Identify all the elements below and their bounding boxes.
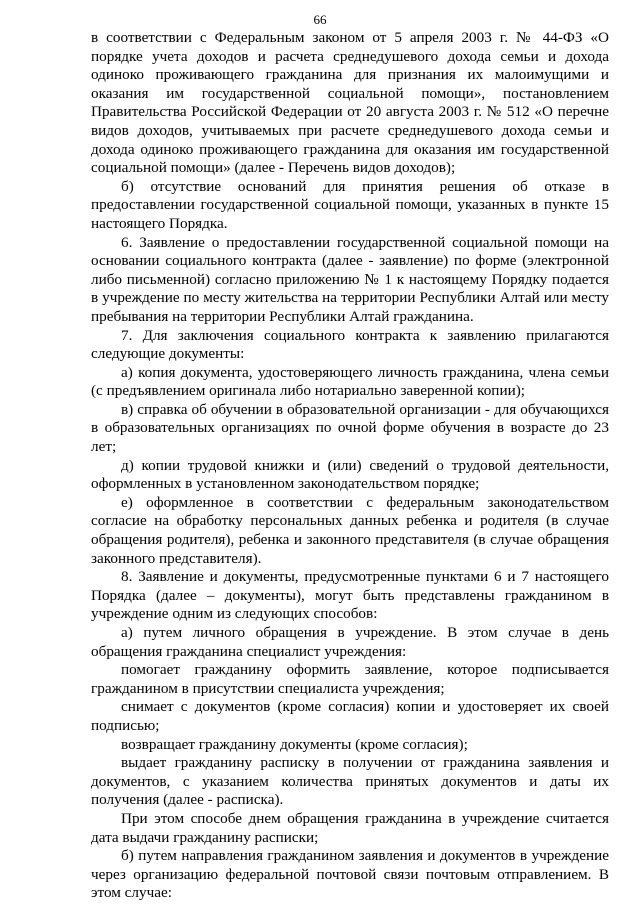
paragraph-makes-copies: снимает с документов (кроме согласия) копии и удостоверяет их своей подписью; [91,698,609,734]
paragraph-clause-8-submission: 8. Заявление и документы, предусмотренные пунктами 6 и 7 настоящего Порядка (далее – документы), могут быть представлены гражданином в учреждение одним из следующих способов: [91,568,609,623]
paragraph-helps-fill-application: помогает гражданину оформить заявление, которое подписывается гражданином в присутствии специалиста учреждения; [91,661,609,697]
paragraph-returns-documents: возвращает гражданину документы (кроме согласия); [121,735,468,753]
paragraph-federal-law-reference: в соответствии с Федеральным законом от 5 апреля 2003 г. № 44-ФЗ «О порядке учета доходов и расчета среднедушевого дохода семьи и дохода одиноко проживающего гражданина для признания их малоимущими и оказания им государственной социальной помощи», постановлением Правительства Российской Федерации от 20 августа 2003 г. № 512 «О перечне видов доходов, учитываемых при расчете среднедушевого дохода семьи и дохода одиноко проживающего гражданина для оказания им государственной социальной помощи» (далее - Перечень видов доходов); [91,29,609,177]
paragraph-item-b-postal-submission: б) путем направления гражданином заявления и документов в учреждение через организацию федеральной почтовой связи почтовым отправлением. В этом случае: [91,847,609,902]
paragraph-issues-receipt: выдает гражданину расписку в получении от гражданина заявления и документов, с указанием количества принятых документов и даты их получения (далее - расписка). [91,754,609,809]
paragraph-item-d-employment-record: д) копии трудовой книжки и (или) сведений о трудовой деятельности, оформленных в установленном законодательством порядке; [91,456,609,493]
paragraph-item-v-study-certificate: в) справка об обучении в образовательной организации - для обучающихся в образовательных организациях по очной форме обучения в возрасте до 23 лет; [91,400,609,456]
document-body [91,29,609,903]
paragraph-clause-6-application: 6. Заявление о предоставлении государственной социальной помощи на основании социального контракта (далее - заявление) по форме (электронной либо письменной) согласно приложению № 1 к настоящему Порядку подается в учреждение по месту жительства на территории Республики Алтай или месту пребывания на территории Республики Алтай гражданина. [91,233,609,325]
paragraph-item-a-personal-visit: а) путем личного обращения в учреждение. В этом случае в день обращения гражданина специалист учреждения: [91,624,609,660]
paragraph-clause-7-documents: 7. Для заключения социального контракта к заявлению прилагаются следующие документы: [91,326,609,363]
page-number: 66 [313,12,327,27]
paragraph-item-e-data-consent: е) оформленное в соответствии с федеральным законодательством согласие на обработку персональных данных ребенка и родителя (в случае обращения родителя), ребенка и законного представителя (в случае обращения законного представителя). [91,493,609,567]
paragraph-item-b-no-refusal-grounds: б) отсутствие оснований для принятия решения об отказе в предоставлении государственной социальной помощи, указанных в пункте 15 настоящего Порядка. [91,177,609,232]
paragraph-item-a-identity-copy: а) копия документа, удостоверяющего личность гражданина, члена семьи (с предъявлением оригинала либо нотариально заверенной копии); [91,363,609,400]
paragraph-application-date: При этом способе днем обращения гражданина в учреждение считается дата выдачи гражданину расписки; [91,809,609,846]
